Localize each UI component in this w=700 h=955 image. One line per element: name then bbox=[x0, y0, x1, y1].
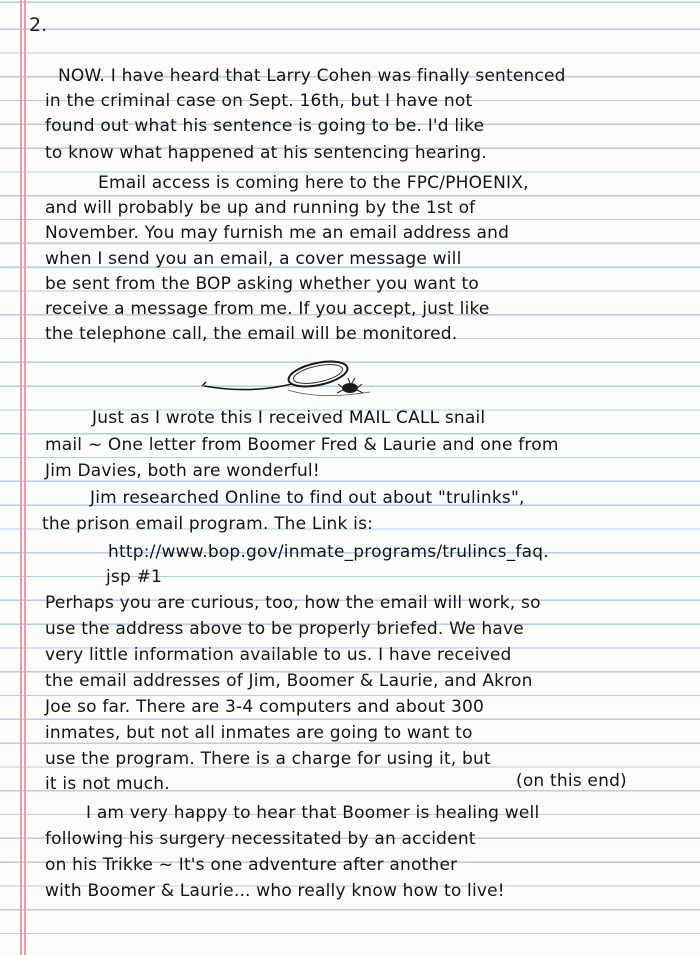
text-line: found out what his sentence is going to be. I'd like bbox=[45, 116, 485, 136]
margin-line bbox=[24, 0, 26, 955]
text-line: when I send you an email, a cover message will bbox=[45, 249, 462, 269]
url-line: jsp #1 bbox=[106, 567, 163, 587]
text-line: following his surgery necessitated by an accident bbox=[45, 829, 476, 849]
text-line: the prison email program. The Link is: bbox=[42, 514, 374, 534]
text-line: use the program. There is a charge for using it, but bbox=[45, 749, 491, 769]
text-line: it is not much. bbox=[45, 774, 170, 794]
bug-icon bbox=[337, 378, 363, 393]
text-line: on his Trikke ~ It's one adventure after another bbox=[45, 855, 458, 875]
text-line: with Boomer & Laurie... who really know how to live! bbox=[45, 881, 505, 901]
text-line: November. You may furnish me an email address and bbox=[45, 223, 510, 243]
text-line: Jim Davies, both are wonderful! bbox=[45, 461, 320, 481]
glass-handle bbox=[204, 384, 292, 390]
text-line: the email addresses of Jim, Boomer & Laurie, and Akron bbox=[45, 671, 533, 691]
text-line: in the criminal case on Sept. 16th, but I have not bbox=[45, 91, 473, 111]
url-line: http://www.bop.gov/inmate_programs/trulincs_faq. bbox=[108, 542, 549, 562]
text-line: and will probably be up and running by the 1st of bbox=[45, 198, 476, 218]
annotation-text: (on this end) bbox=[516, 771, 627, 791]
text-line: be sent from the BOP asking whether you want to bbox=[45, 274, 479, 294]
text-line: receive a message from me. If you accept, just like bbox=[45, 299, 490, 319]
text-line: inmates, but not all inmates are going to want to bbox=[45, 723, 473, 743]
text-line: very little information available to us. I have received bbox=[45, 645, 512, 665]
text-line: to know what happened at his sentencing hearing. bbox=[45, 143, 487, 163]
text-line: the telephone call, the email will be monitored. bbox=[45, 324, 458, 344]
text-line: Perhaps you are curious, too, how the email will work, so bbox=[45, 593, 541, 613]
text-line: Jim researched Online to find out about "trulinks", bbox=[90, 488, 525, 508]
margin-line bbox=[20, 0, 22, 955]
text-line: Joe so far. There are 3-4 computers and about 300 bbox=[45, 697, 485, 717]
page-number: 2. bbox=[29, 14, 48, 36]
text-line: use the address above to be properly briefed. We have bbox=[45, 619, 524, 639]
text-line: I am very happy to hear that Boomer is healing well bbox=[86, 803, 540, 823]
text-line: Just as I wrote this I received MAIL CALL snail bbox=[92, 408, 486, 428]
text-line: Email access is coming here to the FPC/PHOENIX, bbox=[98, 173, 529, 193]
text-line: NOW. I have heard that Larry Cohen was finally sentenced bbox=[58, 66, 566, 86]
text-line: mail ~ One letter from Boomer Fred & Laurie and one from bbox=[45, 435, 559, 455]
magnifying-glass-sketch bbox=[200, 360, 390, 402]
